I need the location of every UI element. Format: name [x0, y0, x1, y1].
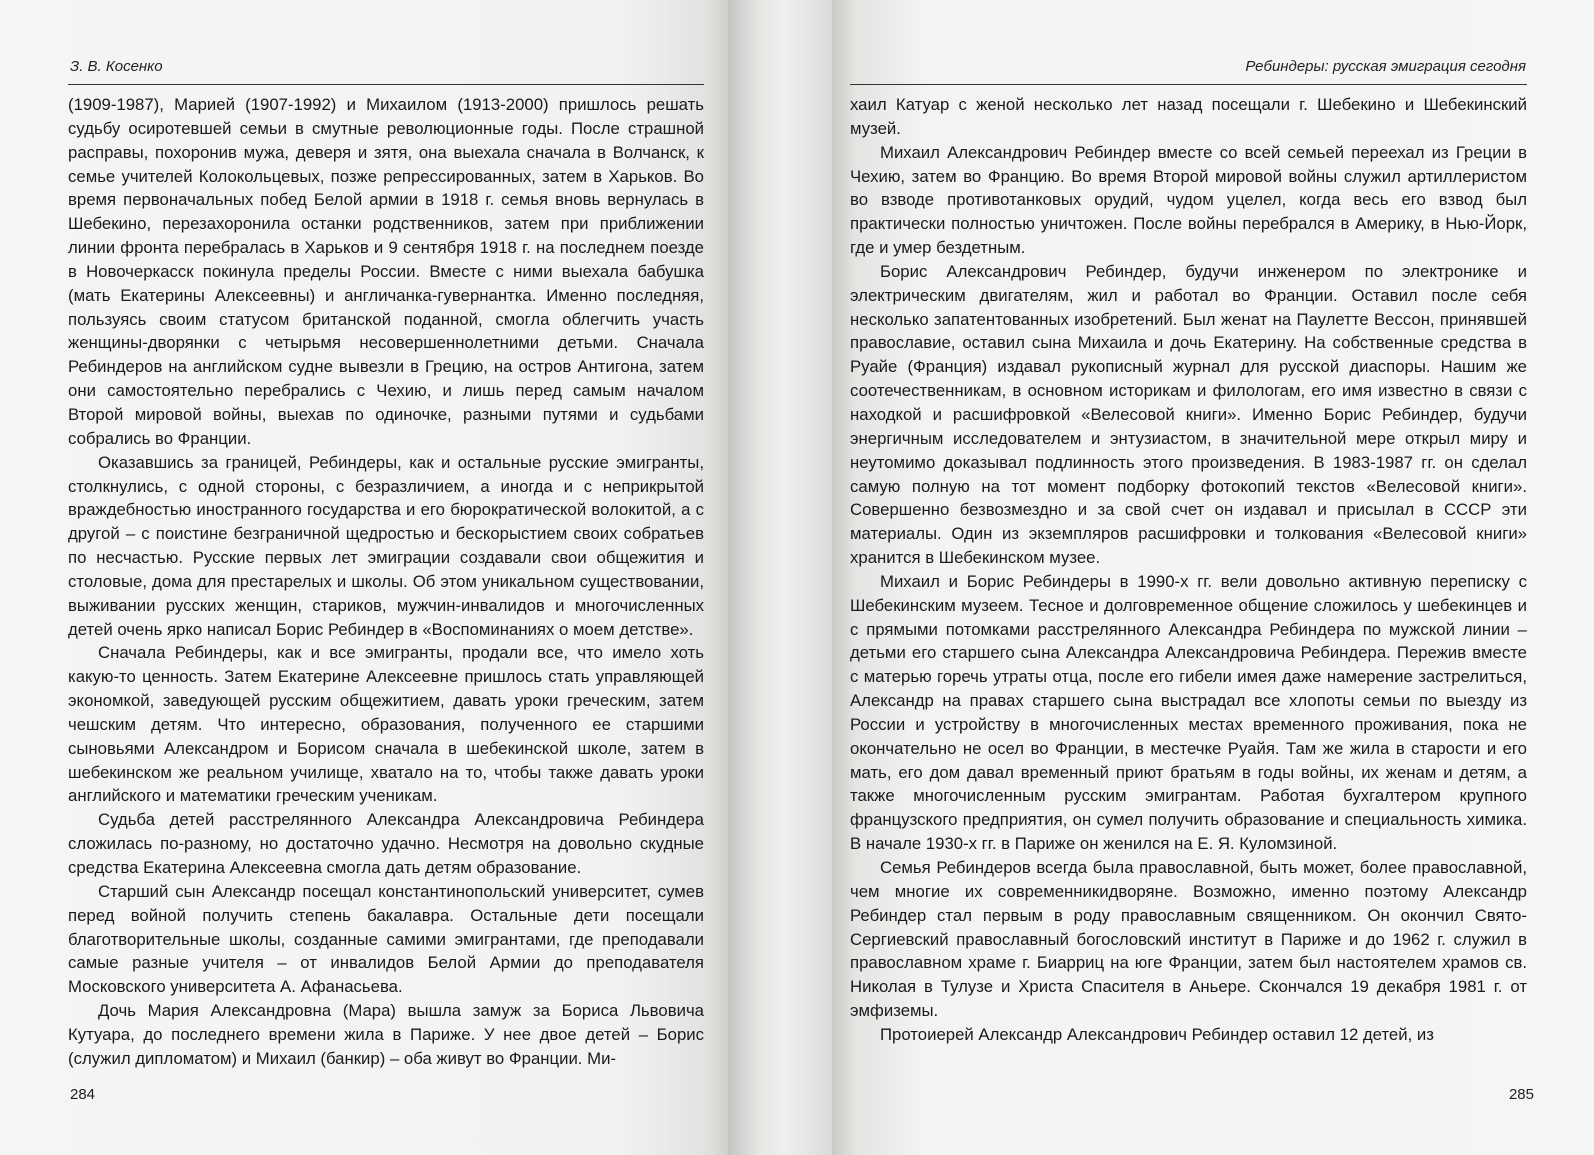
running-head-title: Ребиндеры: русская эмиграция сегодня — [1245, 58, 1526, 75]
paragraph: Михаил и Борис Ребиндеры в 1990-х гг. вели довольно активную переписку с Шебекинским музеем. Тесное и долговременное общение сложилось у шебекинцев и с прямыми потомками расстрелянного Александра Ребиндера по мужской линии – детьми его старшего сына Александра Александровича Ребиндера. Пережив вместе с матерью горечь утраты отца, после его гибели имея даже намерение застрелиться, Александр на правах старшего сына выстрадал все хлопоты семьи по выезду из России и устройству в многочисленных местах временного проживания, пока не окончательно не осел во Франции, в местечке Руайя. Там же жила в старости и его мать, его дом давал временный приют братьям в годы войны, их женам и детям, а также многочисленным русским эмигрантам. Работая бухгалтером крупного французского предприятия, он сумел получить образование и специальность химика. В начале 1930-х гг. в Париже он женился на Е. Я. Куломзиной. — [850, 571, 1527, 854]
header-rule — [850, 84, 1527, 85]
paragraph: хаил Катуар с женой несколько лет назад посещали г. Шебекино и Шебекинский музей. — [850, 95, 1527, 138]
right-page — [832, 0, 1594, 1155]
paragraph: Михаил Александрович Ребиндер вместе со всей семьей переехал из Греции в Чехию, затем во Францию. Во время Второй мировой войны служил артиллеристом во взводе противотанковых орудий, чудом уцелел, когда весь его взвод был практически полностью уничтожен. После войны перебрался в Америку, в Нью-Йорк, где и умер бездетным. — [850, 142, 1527, 258]
left-page-body — [68, 93, 704, 1071]
page-number: 285 — [1508, 1086, 1534, 1103]
right-page-body — [850, 93, 1527, 1047]
paragraph: Семья Ребиндеров всегда была православной, быть может, более православной, чем многие их современникидворяне. Возможно, именно поэтому Александр Ребиндер стал первым в роду православным священником. Он окончил Свято-Сергиевский православный богословский институт в Париже и до 1962 г. служил в православном храме г. Биарриц на юге Франции, затем был настоятелем храмов св. Николая в Тулузе и Христа Спасителя в Аньере. Скончался 19 декабря 1981 г. от эмфиземы. — [850, 858, 1527, 1021]
paragraph: Дочь Мария Александровна (Мара) вышла замуж за Бориса Львовича Кутуара, до последнего времени жила в Париже. У нее двое детей – Борис (служил дипломатом) и Михаил (банкир) – оба живут во Франции. Ми- — [68, 1001, 704, 1068]
paragraph: Сначала Ребиндеры, как и все эмигранты, продали все, что имело хоть какую-то ценность. Затем Екатерине Алексеевне пришлось стать управляющей экономкой, заведующей русским общежитием, давать уроки греческим, затем чешским детям. Что интересно, образования, полученного ее старшими сыновьями Александром и Борисом сначала в шебекинской школе, затем в шебекинском же реальном училище, хватало на то, чтобы также давать уроки английского и математики греческим ученикам. — [68, 643, 704, 806]
paragraph: (1909-1987), Марией (1907-1992) и Михаилом (1913-2000) пришлось решать судьбу осиротевшей семьи в смутные революционные годы. После страшной расправы, похоронив мужа, деверя и зятя, она выехала сначала в Волчанск, к семье учителей Колокольцевых, позже репрессированных, затем в Харьков. Во время первоначальных побед Белой армии в 1918 г. семья вновь вернулась в Шебекино, перезахоронила останки родственников, затем при приближении линии фронта перебралась в Харьков и 9 сентября 1918 г. на последнем поезде в Новочеркасск покинула пределы России. Вместе с ними выехала бабушка (мать Екатерины Алексеевны) и англичанка-гувернантка. Именно последняя, пользуясь своим статусом британской поданной, смогла облегчить участь женщины-дворянки с четырьмя несовершеннолетними детьми. Сначала Ребиндеров на английском судне вывезли в Грецию, на остров Антигона, затем они самостоятельно перебрались с Чехию, и лишь перед самым началом Второй мировой войны, выехав по одиночке, разными путями и судьбами собрались во Франции. — [68, 95, 704, 448]
paragraph: Борис Александрович Ребиндер, будучи инженером по электронике и электрическим двигателям, жил и работал во Франции. Оставил после себя несколько запатентованных изобретений. Был женат на Паулетте Вессон, принявшей православие, оставил сына Михаила и дочь Екатерину. На собственные средства в Руайе (Франция) издавал рукописный журнал для русской диаспоры. Нашим же соотечественникам, в основном историкам и филологам, его имя известно в связи с находкой и расшифровкой «Велесовой книги». Именно Борис Ребиндер, будучи энергичным исследователем и энтузиастом, в значительной мере открыл миру и неутомимо доказывал подлинность этого произведения. В 1983-1987 гг. он сделал самую полную на тот момент подборку фотокопий текстов «Велесовой книги». Совершенно безвозмездно и за свой счет он издавал и присылал в СССР эти материалы. Один из экземпляров расшифровки и толкования «Велесовой книги» хранится в Шебекинском музее. — [850, 261, 1527, 568]
header-rule — [68, 84, 704, 85]
paragraph: Протоиерей Александр Александрович Ребиндер оставил 12 детей, из — [880, 1024, 1434, 1044]
book-gutter — [728, 0, 832, 1155]
paragraph: Старший сын Александр посещал константинопольский университет, сумев перед войной получить степень бакалавра. Остальные дети посещали благотворительные школы, созданные самими эмигрантами, где преподавали самые разные учителя – от инвалидов Белой Армии до преподавателя Московского университета А. Афанасьева. — [68, 881, 704, 997]
page-number: 284 — [70, 1086, 96, 1103]
paragraph: Судьба детей расстрелянного Александра Александровича Ребиндера сложилась по-разному, но достаточно удачно. Несмотря на довольно скудные средства Екатерина Алексеевна смогла дать детям образование. — [68, 810, 704, 877]
left-page — [0, 0, 728, 1155]
running-head-author: З. В. Косенко — [70, 58, 163, 75]
paragraph: Оказавшись за границей, Ребиндеры, как и остальные русские эмигранты, столкнулись, с одной стороны, с безразличием, а иногда и с неприкрытой враждебностью иностранного государства и его бюрократической волокитой, а с другой – с поистине безграничной щедростью и бескорыстием своих собратьев по несчастью. Русские первых лет эмиграции создавали свои общежития и столовые, дома для престарелых и школы. Об этом уникальном существовании, выживании русских женщин, стариков, мужчин-инвалидов и многочисленных детей очень ярко написал Борис Ребиндер в «Воспоминаниях о моем детстве». — [68, 452, 704, 639]
